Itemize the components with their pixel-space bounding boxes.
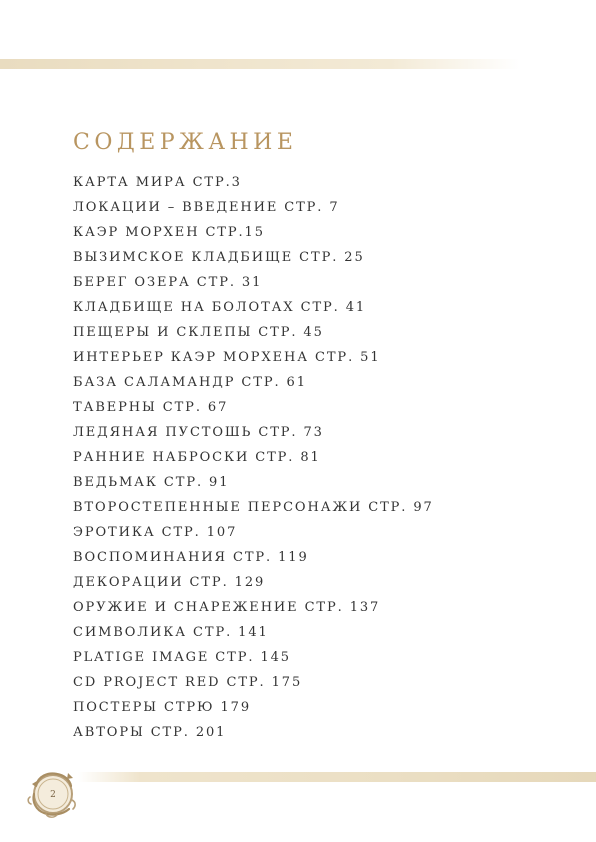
toc-item[interactable]: ОРУЖИЕ И СНАРЕЖЕНИЕ СТР. 137	[73, 600, 381, 615]
toc-item[interactable]: КАЭР МОРХЕН СТР.15	[73, 225, 265, 240]
toc-item[interactable]: РАННИЕ НАБРОСКИ СТР. 81	[73, 450, 321, 465]
toc-item[interactable]: БАЗА САЛАМАНДР СТР. 61	[73, 375, 307, 390]
table-of-contents	[73, 174, 434, 749]
toc-item[interactable]: КАРТА МИРА СТР.3	[73, 175, 242, 190]
toc-item[interactable]: ПОСТЕРЫ СТРЮ 179	[73, 700, 251, 715]
page-number: 2	[50, 790, 56, 800]
toc-item[interactable]: CD PROJECT RED СТР. 175	[73, 675, 303, 690]
toc-item[interactable]: АВТОРЫ СТР. 201	[73, 725, 227, 740]
toc-item[interactable]: ВЫЗИМСКОЕ КЛАДБИЩЕ СТР. 25	[73, 250, 365, 265]
toc-item[interactable]: ИНТЕРЬЕР КАЭР МОРХЕНА СТР. 51	[73, 350, 381, 365]
toc-item[interactable]: PLATIGE IMAGE СТР. 145	[73, 650, 291, 665]
toc-item[interactable]: СИМВОЛИКА СТР. 141	[73, 625, 269, 640]
toc-item[interactable]: ВОСПОМИНАНИЯ СТР. 119	[73, 550, 309, 565]
toc-item[interactable]: ДЕКОРАЦИИ СТР. 129	[73, 575, 266, 590]
toc-item[interactable]: ВТОРОСТЕПЕННЫЕ ПЕРСОНАЖИ СТР. 97	[73, 500, 434, 515]
toc-item[interactable]: ТАВЕРНЫ СТР. 67	[73, 400, 229, 415]
toc-item[interactable]: ПЕЩЕРЫ И СКЛЕПЫ СТР. 45	[73, 325, 324, 340]
toc-item[interactable]: КЛАДБИЩЕ НА БОЛОТАХ СТР. 41	[73, 300, 367, 315]
top-decorative-bar	[0, 59, 520, 69]
toc-item[interactable]: ЛЕДЯНАЯ ПУСТОШЬ СТР. 73	[73, 425, 324, 440]
toc-item[interactable]: ЛОКАЦИИ – ВВЕДЕНИЕ СТР. 7	[73, 200, 340, 215]
toc-item[interactable]: ВЕДЬМАК СТР. 91	[73, 475, 230, 490]
bottom-decorative-bar	[78, 772, 596, 782]
page-title: СОДЕРЖАНИЕ	[73, 130, 298, 155]
toc-item[interactable]: ЭРОТИКА СТР. 107	[73, 525, 238, 540]
toc-item[interactable]: БЕРЕГ ОЗЕРА СТР. 31	[73, 275, 263, 290]
